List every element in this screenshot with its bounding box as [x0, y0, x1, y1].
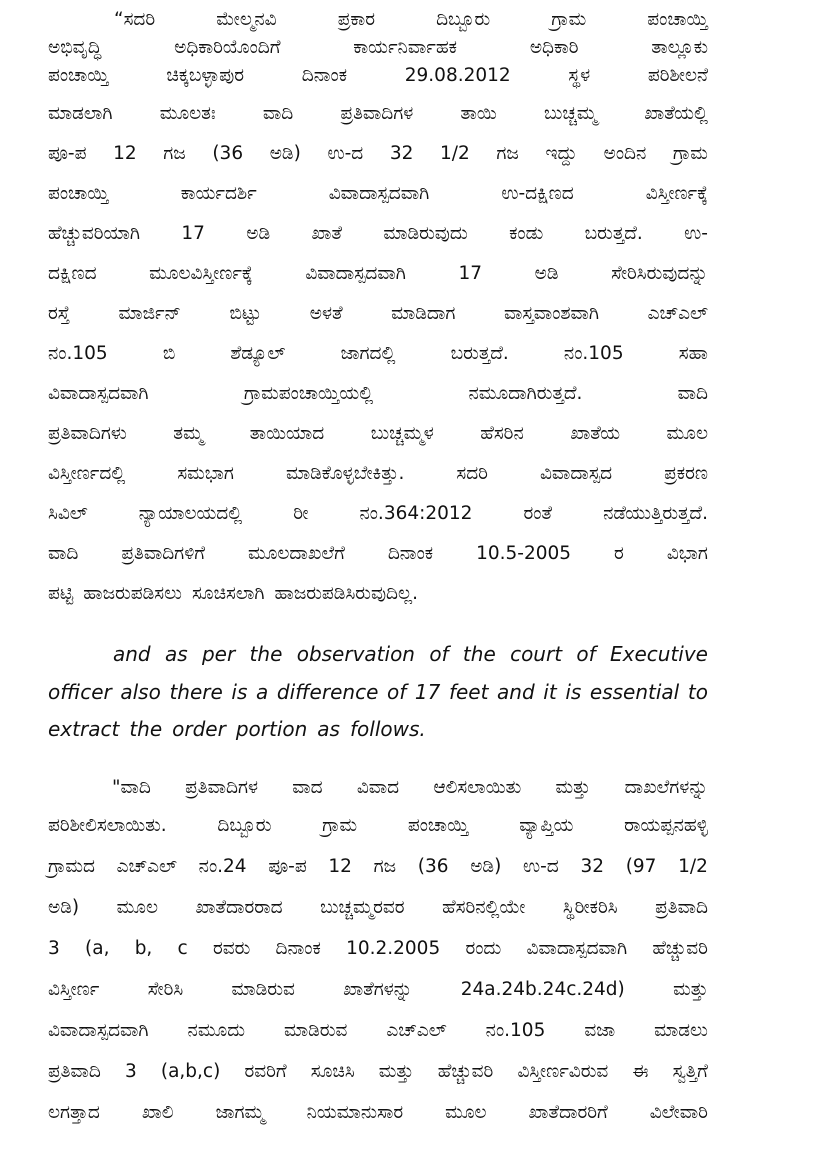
word: ಉ-ದ [523, 856, 559, 877]
word: ನಂ.364:2012 [359, 503, 473, 524]
word: observation [296, 642, 415, 666]
word: and [113, 642, 151, 666]
word: ವಿಸ್ತೀರ್ಣಕ್ಕೆ [645, 183, 708, 204]
word: ಖಾತೆದಾರರಿಗೆ [528, 1102, 608, 1123]
word: 17 [181, 223, 205, 244]
word: ರಾಯಪ್ಪನಹಳ್ಳಿ [624, 815, 708, 836]
word: 10.2.2005 [346, 938, 441, 959]
word: ವಿವಾದಾಸ್ಪದವಾಗಿ [48, 383, 149, 404]
word: ಗ್ರಾಮಪಂಚಾಯ್ತಿಯಲ್ಲಿ [243, 383, 374, 404]
word: ಪಟ್ಟಿ [48, 583, 74, 604]
word: ವ್ಯಾಪ್ತಿಯ [519, 815, 574, 836]
word: ಬರುತ್ತದೆ. [450, 343, 509, 364]
word: ಅಭಿವೃದ್ಧಿ [48, 37, 102, 58]
word: ವಾದಿ [677, 383, 708, 404]
word: ಹಾಜರುಪಡಿಸಿರುವುದಿಲ್ಲ. [274, 583, 419, 604]
word: difference [276, 680, 379, 704]
word: ಅಳತೆ [309, 303, 343, 324]
word: ಮಾರ್ಜಿನ್ [118, 303, 181, 324]
word: 12 [328, 856, 352, 877]
word: ರೀ [293, 503, 309, 524]
word: ನಂ.105 [563, 343, 624, 364]
word: ಮಾಡಿರುವ [231, 979, 295, 1000]
text-line [48, 896, 708, 937]
word: 1/2 [440, 143, 470, 164]
word: is [231, 680, 248, 704]
word: ಅಡಿ) [269, 143, 301, 164]
word: ಪ್ರತಿವಾದಿ [48, 1061, 101, 1082]
word: ಪೂ-ಪ [48, 143, 87, 164]
word: ಬರುತ್ತದೆ. [584, 223, 643, 244]
word: ತಮ್ಮ [173, 423, 204, 444]
word: 12 [113, 143, 137, 164]
word: ಮಾಡಲು [654, 1020, 708, 1041]
word: ನಂ.105 [485, 1020, 546, 1041]
word: follows. [349, 717, 426, 741]
word: ಸಮಭಾಗ [177, 463, 234, 484]
word: officer [48, 680, 112, 704]
word: ವಾಸ್ತವಾಂಶವಾಗಿ [503, 303, 600, 324]
word: ಕಾರ್ಯನಿರ್ವಾಹಕ [353, 37, 457, 58]
word: ವಿವಾದಾಸ್ಪದವಾಗಿ [48, 1020, 149, 1041]
paragraph-kannada-1 [48, 8, 708, 622]
word: (a, [85, 938, 110, 959]
word: 10.5-2005 [476, 543, 572, 564]
word: ಅಡಿ [534, 263, 559, 284]
word: ವಿಭಾಗ [666, 543, 708, 564]
word: 3 [48, 938, 60, 959]
word: ಅಡಿ) [470, 856, 502, 877]
word: (36 [212, 143, 244, 164]
word: ಮತ್ತು [378, 1061, 414, 1082]
word: ರಂತೆ [523, 503, 553, 524]
word: c [177, 938, 188, 959]
word: 1/2 [678, 856, 708, 877]
word: ವಾದ [292, 777, 323, 798]
word: ಗ್ರಾಮ [322, 815, 358, 836]
word: ಖಾತೆದಾರರಾದ [195, 897, 283, 918]
word: ಮೂಲತಃ [159, 103, 216, 124]
word: ಅಂದಿನ [603, 143, 647, 164]
word: ಸ್ಥಿರೀಕರಿಸಿ [562, 897, 618, 918]
word: ರವರು [212, 938, 251, 959]
word: ಪ್ರಕಾರ [337, 9, 376, 30]
word: ಪೂ-ಪ [268, 856, 307, 877]
word: ಮೂಲವಿಸ್ತೀರ್ಣಕ್ಕೆ [149, 263, 253, 284]
word: ಕಾರ್ಯದರ್ಶಿ [180, 183, 257, 204]
word: ಹೆಚ್ಚುವರಿ [437, 1061, 494, 1082]
word: ವಿಸ್ತೀರ್ಣದಲ್ಲಿ [48, 463, 126, 484]
word: a [256, 680, 269, 704]
word: extract [48, 717, 120, 741]
word: ಶೆಡ್ಯೂಲ್ [230, 343, 286, 364]
text-line [48, 302, 708, 342]
word: of [386, 680, 407, 704]
word: feet [448, 680, 489, 704]
word: ಅಧಿಕಾರಿ [529, 37, 579, 58]
word: ರಸ್ತೆ [48, 303, 70, 324]
text-line [48, 36, 708, 64]
word: “ಸದರಿ [114, 9, 156, 30]
word: ಅಡಿ [246, 223, 271, 244]
word: ಪ್ರತಿವಾದಿಗಳ [185, 777, 258, 798]
word: ದಿಬ್ಬೂರು [217, 815, 272, 836]
word: ಗಜ [373, 856, 397, 877]
word: ಮೂಲ [445, 1102, 487, 1123]
word: ಬುಚ್ಚಮ್ಮಳ [370, 423, 434, 444]
word: ಮೇಲ್ಮನವಿ [216, 9, 277, 30]
word: essential [589, 680, 680, 704]
word: ಲಗತ್ತಾದ [48, 1102, 100, 1123]
paragraph-kannada-2 [48, 776, 708, 1142]
word: ಎಚ್‌ಎಲ್ [116, 856, 177, 877]
word: ಪಂಚಾಯ್ತಿ [647, 9, 708, 30]
word: (97 [625, 856, 657, 877]
word: ಹೆಸರಿನ [480, 423, 524, 444]
word: ಸ್ವತ್ತಿಗೆ [672, 1061, 708, 1082]
word: ದಿನಾಂಕ [301, 65, 348, 86]
word: ಮೂಲ [116, 897, 158, 918]
word: ವಿವಾದಾಸ್ಪದವಾಗಿ [305, 263, 406, 284]
word: ವಿಸ್ತೀರ್ಣ [48, 979, 100, 1000]
word: ರವರಿಗೆ [244, 1061, 287, 1082]
word: ಹೆಸರಿನಲ್ಲಿಯೇ [442, 897, 526, 918]
text-line [48, 64, 708, 102]
word: (36 [417, 856, 449, 877]
word: ಖಾತೆಯ [570, 423, 621, 444]
word: 3 [124, 1061, 137, 1082]
word: ವಜಾ [584, 1020, 616, 1041]
word: ಮಾಡಿಕೊಳ್ಳಬೇಕಿತ್ತು. [285, 463, 405, 484]
word: ದಕ್ಷಿಣದ [48, 263, 97, 284]
word: ಗ್ರಾಮದ [48, 856, 95, 877]
text-line [48, 717, 708, 754]
word: ಉ- [684, 223, 708, 244]
word: ಪ್ರತಿವಾದಿ [655, 897, 708, 918]
word: ವಾದಿ [262, 103, 294, 124]
word: ಪ್ರತಿವಾದಿಗಳ [340, 103, 414, 124]
word: ನಿಯಮಾನುಸಾರ [306, 1102, 404, 1123]
word: ಕಂಡು [509, 223, 544, 244]
text-line [48, 855, 708, 896]
text-line [48, 542, 708, 582]
word: ಸಿವಿಲ್ [48, 503, 88, 524]
word: ಮೂಲದಾಖಲೆಗೆ [248, 543, 345, 564]
word: ಬಿಟ್ಟು [229, 303, 262, 324]
word: per [201, 642, 236, 666]
word: ಮಾಡಿರುವುದು [383, 223, 468, 244]
word: ಪ್ರತಿವಾದಿಗಳು [48, 423, 127, 444]
word: ಸಹಾ [678, 343, 708, 364]
word: ಹಾಜರುಪಡಿಸಲು [83, 583, 182, 604]
text-line [48, 422, 708, 462]
word: ಖಾತೆಯಲ್ಲಿ [644, 103, 708, 124]
word: ಎಚ್‌ಎಲ್ [647, 303, 708, 324]
text-line [48, 642, 708, 680]
word: ಹೆಚ್ಚುವರಿ [652, 938, 708, 959]
word: ವಿಸ್ತೀರ್ಣವಿರುವ [517, 1061, 609, 1082]
word: ಮತ್ತು [555, 777, 591, 798]
word: ಪಂಚಾಯ್ತಿ [48, 183, 109, 204]
word: ತಾಯಿಯಾದ [249, 423, 325, 444]
text-line [48, 814, 708, 855]
word: ಇದ್ದು [545, 143, 578, 164]
word: ಮತ್ತು [673, 979, 708, 1000]
word: ನಂ.24 [198, 856, 247, 877]
text-line [48, 102, 708, 142]
word: ರಂದು [465, 938, 502, 959]
text-line [48, 776, 708, 814]
word: ಪ್ರತಿವಾದಿಗಳಿಗೆ [121, 543, 206, 564]
word: and [497, 680, 535, 704]
word: ಜಾಗಮ್ಮ [215, 1102, 265, 1123]
word: ಜಾಗದಲ್ಲಿ [340, 343, 396, 364]
word: b, [134, 938, 153, 959]
word: ಉ-ದ [327, 143, 364, 164]
word: 32 [389, 143, 414, 164]
word: ಖಾಲಿ [141, 1102, 174, 1123]
word: ಪ್ರಕರಣ [664, 463, 708, 484]
word: ವಿವಾದಾಸ್ಪದವಾಗಿ [328, 183, 430, 204]
word: ಖಾತೆಗಳನ್ನು [343, 979, 413, 1000]
word: ವಿವಾದಾಸ್ಪದವಾಗಿ [526, 938, 628, 959]
word: ದಾಖಲೆಗಳನ್ನು [624, 777, 708, 798]
text-line [48, 8, 708, 36]
word: ಬುಚ್ಚಮ್ಮರವರ [320, 897, 405, 918]
word: ವಾದಿ [48, 543, 79, 564]
word: ಅಡಿ) [48, 897, 80, 918]
text-line [48, 182, 708, 222]
text-line [48, 1019, 708, 1060]
word: ಮಾಡಿರುವ [284, 1020, 348, 1041]
word: ಬುಚ್ಚಮ್ಮ [543, 103, 597, 124]
word: is [565, 680, 582, 704]
word: ಹೆಚ್ಚುವರಿಯಾಗಿ [48, 223, 141, 244]
word: ಸ್ಥಳ [568, 65, 591, 86]
word: ದಿನಾಂಕ [275, 938, 321, 959]
text-line [48, 1060, 708, 1101]
word: the [249, 642, 283, 666]
word: ಸೂಚಿಸಲಾಗಿ [191, 583, 265, 604]
word: ವಿವಾದ [356, 777, 400, 798]
word: as [317, 717, 340, 741]
text-line [48, 1101, 708, 1142]
text-line [48, 382, 708, 422]
text-line [48, 502, 708, 542]
word: ಗ್ರಾಮ [551, 9, 587, 30]
text-line [48, 582, 708, 622]
word: "ವಾದಿ [112, 777, 151, 798]
word: order [172, 717, 226, 741]
word: ಪಂಚಾಯ್ತಿ [48, 65, 109, 86]
word: also [120, 680, 161, 704]
word: there [169, 680, 223, 704]
word: ಪರಿಶೀಲನೆ [647, 65, 708, 86]
text-line [48, 222, 708, 262]
word: ನಂ.105 [48, 343, 108, 364]
word: ಗಜ [496, 143, 519, 164]
text-line [48, 262, 708, 302]
word: ಗ್ರಾಮ [672, 143, 708, 164]
word: ತಾಲ್ಲೂಕು [651, 37, 708, 58]
word: ಈ [632, 1061, 649, 1082]
word: ತಾಯಿ [460, 103, 497, 124]
word: to [687, 680, 708, 704]
word: ನಡೆಯುತ್ತಿರುತ್ತದೆ. [603, 503, 708, 524]
text-line [48, 680, 708, 717]
word: ಅಧಿಕಾರಿಯೊಂದಿಗೆ [174, 37, 281, 58]
text-line [48, 142, 708, 182]
word: the [129, 717, 163, 741]
word: 24a.24b.24c.24d) [460, 979, 625, 1000]
word: ಮೂಲ [666, 423, 708, 444]
word: ನ್ಯಾಯಾಲಯದಲ್ಲಿ [138, 503, 243, 524]
text-line [48, 462, 708, 502]
word: 17 [458, 263, 483, 284]
word: ಪಂಚಾಯ್ತಿ [407, 815, 469, 836]
word: of [429, 642, 449, 666]
word: ನಮೂದು [187, 1020, 246, 1041]
word: portion [235, 717, 308, 741]
text-line [48, 978, 708, 1019]
paragraph-english [48, 642, 708, 754]
word: court [510, 642, 563, 666]
word: ಸೇರಿಸಿ [147, 979, 184, 1000]
word: the [462, 642, 496, 666]
word: 29.08.2012 [404, 65, 511, 86]
word: ನಮೂದಾಗಿರುತ್ತದೆ. [468, 383, 583, 404]
word: ವಿಲೇವಾರಿ [649, 1102, 708, 1123]
word: ಆಲಿಸಲಾಯಿತು [433, 777, 522, 798]
word: 32 [580, 856, 604, 877]
text-line [48, 937, 708, 978]
word: Executive [610, 642, 708, 666]
word: ದಿಬ್ಬೂರು [436, 9, 491, 30]
word: ಎಚ್‌ಎಲ್ [386, 1020, 447, 1041]
word: 17 [414, 680, 441, 704]
word: ಬಿ [162, 343, 176, 364]
word: ಸೇರಿಸಿರುವುದನ್ನು [611, 263, 708, 284]
word: ಗಜ [163, 143, 186, 164]
word: ಖಾತೆ [311, 223, 343, 244]
word: ಸೂಚಿಸಿ [310, 1061, 355, 1082]
word: ಮಾಡಲಾಗಿ [48, 103, 113, 124]
text-line [48, 342, 708, 382]
word: ಸದರಿ [456, 463, 488, 484]
word: ರ [614, 543, 624, 564]
word: ವಿವಾದಾಸ್ಪದ [540, 463, 613, 484]
word: as [164, 642, 188, 666]
word: it [543, 680, 557, 704]
word: of [576, 642, 596, 666]
word: ಚಿಕ್ಕಬಳ್ಳಾಪುರ [166, 65, 245, 86]
word: ಪರಿಶೀಲಿಸಲಾಯಿತು. [48, 815, 167, 836]
word: ಉ-ದಕ್ಷಿಣದ [501, 183, 574, 204]
word: (a,b,c) [160, 1061, 221, 1082]
word: ಮಾಡಿದಾಗ [391, 303, 456, 324]
word: ದಿನಾಂಕ [387, 543, 434, 564]
